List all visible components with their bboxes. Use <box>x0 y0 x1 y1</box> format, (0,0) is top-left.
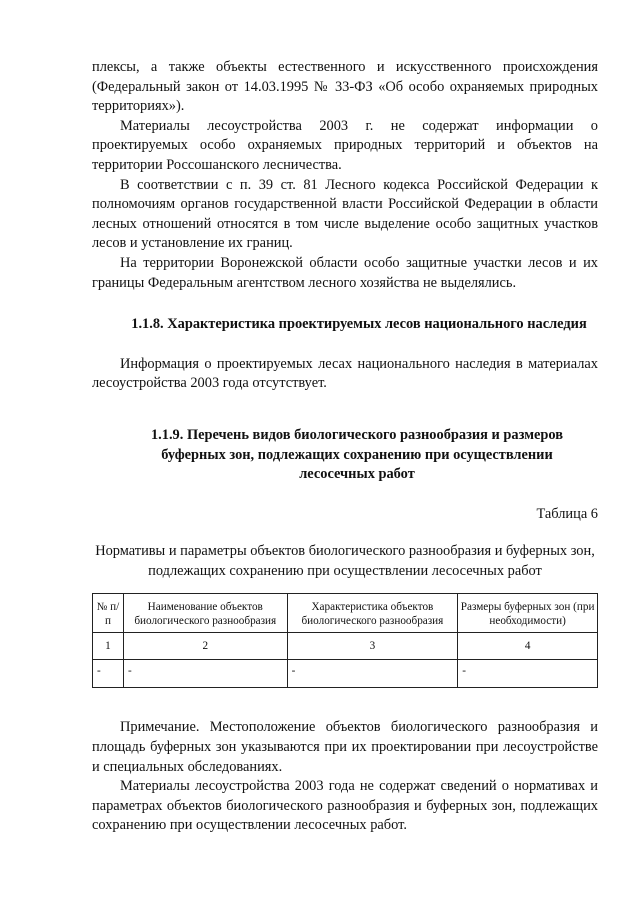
paragraph-forest-code: В соответствии с п. 39 ст. 81 Лесного кодекса Российской Федерации к полномочиям органов государственной власти Российской Федерации в области лесных отношений относятся в том числе выделение особо защитных участков лесов и установление их границ. <box>92 176 598 252</box>
biodiversity-table <box>92 593 598 688</box>
document-page <box>92 58 598 836</box>
heading-1-1-9: 1.1.9. Перечень видов биологического разнообразия и размеров буферных зон, подлежащих сохранению при осуществлении лесосечных работ <box>150 426 564 483</box>
paragraph-voronezh: На территории Воронежской области особо защитные участки лесов и их границы Федеральным агентством лесного хозяйства не выделялись. <box>92 254 598 291</box>
header-object-name: Наименование объектов биологического разнообразия <box>123 594 287 633</box>
paragraph-no-data: Материалы лесоустройства 2003 года не содержат сведений о нормативах и параметрах объектов биологического разнообразия и буферных зон, подлежащих сохранению при осуществлении лесосечных работ. <box>92 778 598 834</box>
table-cell: - <box>93 660 124 688</box>
paragraph-national-heritage: Информация о проектируемых лесах национального наследия в материалах лесоустройства 2003 года отсутствует. <box>92 355 598 392</box>
table-cell: - <box>123 660 287 688</box>
column-number-2: 2 <box>123 633 287 660</box>
column-number-4: 4 <box>458 633 598 660</box>
table-row <box>93 660 598 688</box>
paragraph-note: Примечание. Местоположение объектов биологического разнообразия и площадь буферных зон указываются при их проектировании при лесоустройстве и специальных обследованиях. <box>92 719 598 775</box>
heading-1-1-8: 1.1.8. Характеристика проектируемых лесов национального наследия <box>131 316 587 333</box>
header-buffer-size: Размеры буферных зон (при необходимости) <box>458 594 598 633</box>
table-header-row <box>93 594 598 633</box>
paragraph-continued: плексы, а также объекты естественного и искусственного происхождения (Федеральный закон от 14.03.1995 № 33-ФЗ «Об особо охраняемых природных территориях»). <box>92 59 598 115</box>
table-cell: - <box>287 660 458 688</box>
table-number: Таблица 6 <box>536 505 598 522</box>
table-caption: Нормативы и параметры объектов биологического разнообразия и буферных зон, подлежащих сохранению при осуществлении лесосечных работ <box>95 543 595 579</box>
table-cell: - <box>458 660 598 688</box>
paragraph-materials-2003: Материалы лесоустройства 2003 г. не содержат информации о проектируемых особо охраняемых природных территорий и объектов на территории Россошанского лесничества. <box>92 117 598 173</box>
table-column-numbers-row <box>93 633 598 660</box>
header-object-characteristics: Характеристика объектов биологического разнообразия <box>287 594 458 633</box>
column-number-1: 1 <box>93 633 124 660</box>
header-number: № п/п <box>93 594 124 633</box>
column-number-3: 3 <box>287 633 458 660</box>
